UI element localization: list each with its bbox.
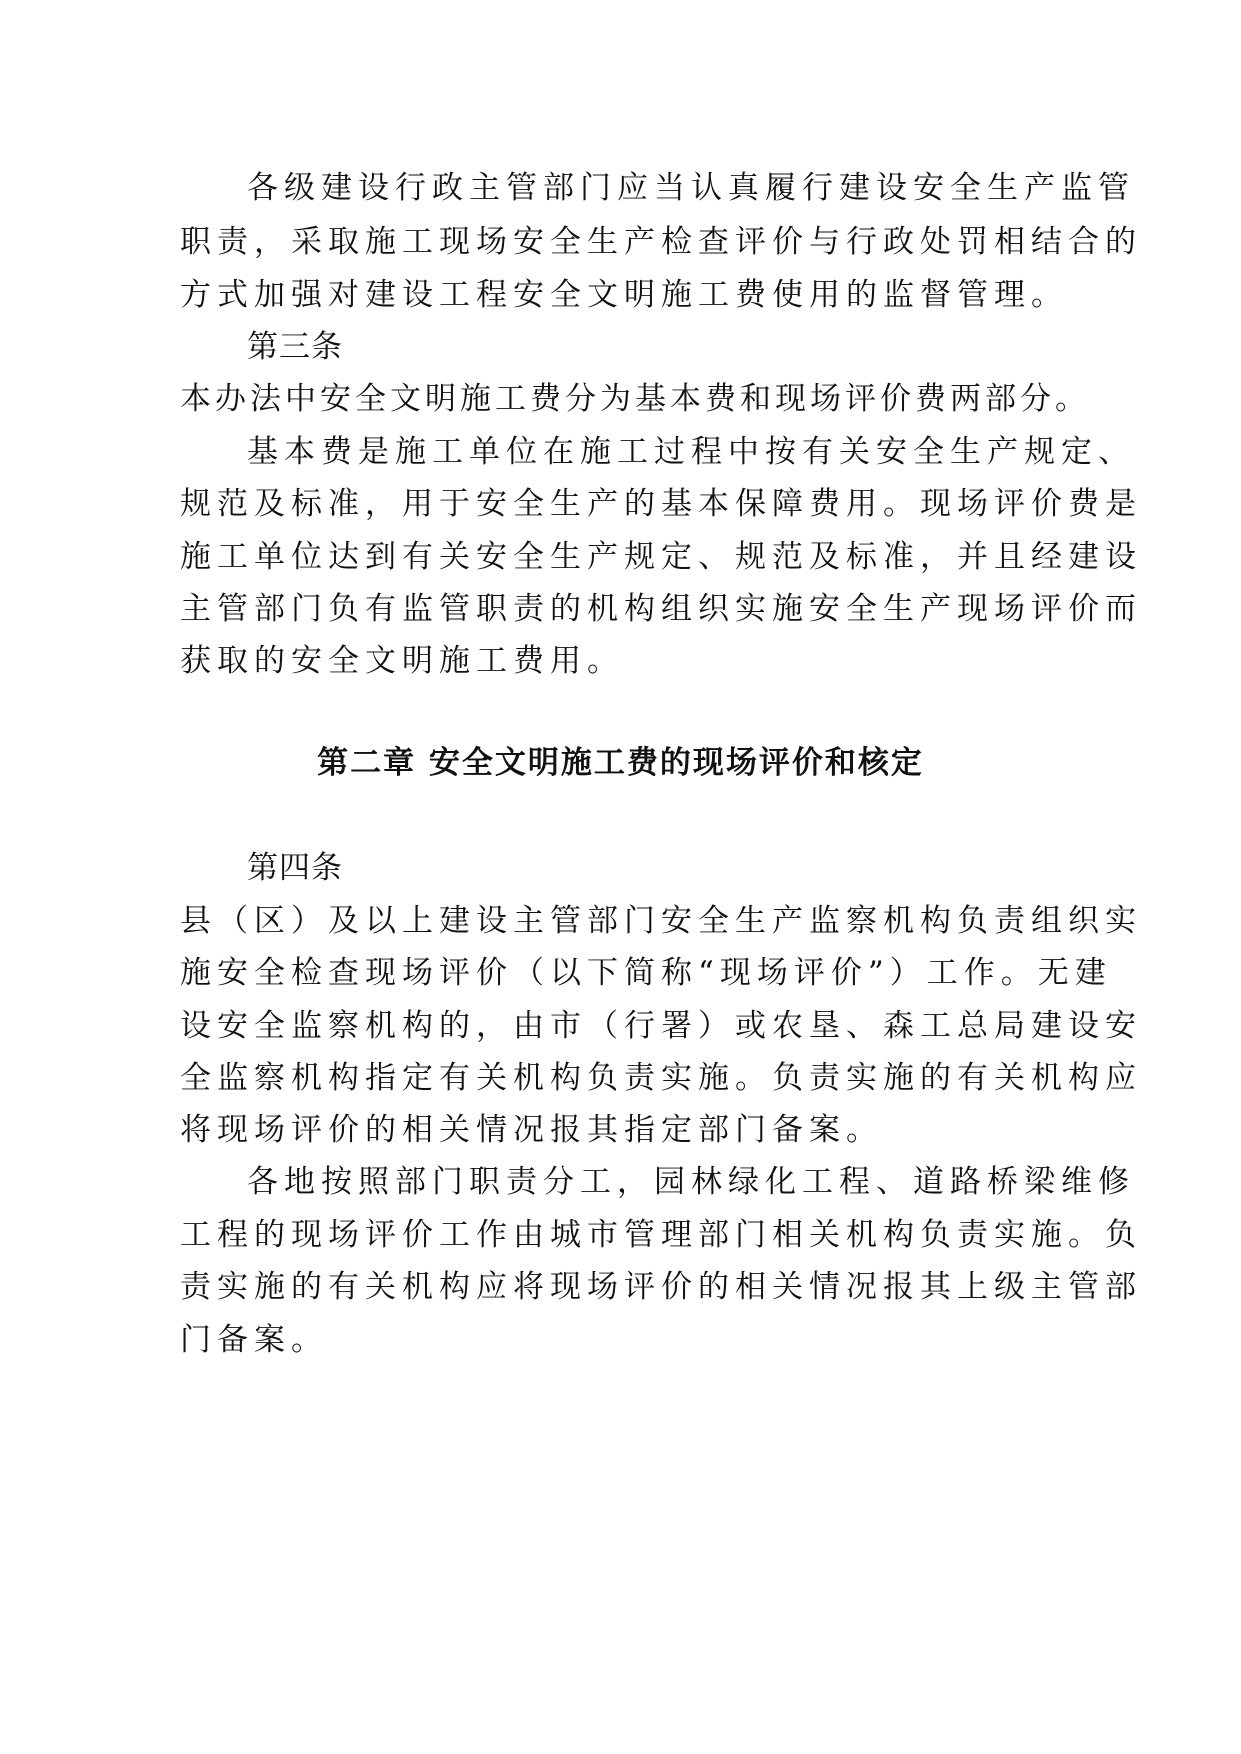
chapter-title: 第二章 安全文明施工费的现场评价和核定 (317, 745, 924, 781)
paragraph-line: 各地按照部门职责分工，园林绿化工程、道路桥梁维修 (247, 1164, 1135, 1200)
paragraph-line: 各级建设行政主管部门应当认真履行建设安全生产监管 (247, 170, 1135, 206)
paragraph-line: 门备案。 (180, 1322, 328, 1358)
paragraph-line: 主管部门负有监管职责的机构组织实施安全生产现场评价而 (180, 591, 1142, 627)
paragraph-line: 责实施的有关机构应将现场评价的相关情况报其上级主管部 (180, 1269, 1142, 1305)
paragraph-line: 方式加强对建设工程安全文明施工费使用的监督管理。 (180, 277, 1068, 313)
paragraph-line: 施工单位达到有关安全生产规定、规范及标准，并且经建设 (180, 539, 1142, 575)
paragraph-line: 设安全监察机构的，由市（行署）或农垦、森工总局建设安 (180, 1008, 1142, 1044)
paragraph-line: 获取的安全文明施工费用。 (180, 643, 624, 679)
paragraph-line: 将现场评价的相关情况报其指定部门备案。 (180, 1112, 883, 1148)
article-label: 第三条 (247, 329, 343, 365)
paragraph-line: 施安全检查现场评价（以下简称“现场评价”）工作。无建 (180, 955, 1112, 991)
article-label: 第四条 (247, 850, 343, 886)
paragraph-line: 县（区）及以上建设主管部门安全生产监察机构负责组织实 (180, 903, 1142, 939)
paragraph-line: 工程的现场评价工作由城市管理部门相关机构负责实施。负 (180, 1217, 1142, 1253)
paragraph-line: 全监察机构指定有关机构负责实施。负责实施的有关机构应 (180, 1060, 1142, 1096)
paragraph-line: 职责，采取施工现场安全生产检查评价与行政处罚相结合的 (180, 224, 1142, 260)
paragraph-line: 基本费是施工单位在施工过程中按有关安全生产规定、 (247, 434, 1135, 470)
article-body-line: 本办法中安全文明施工费分为基本费和现场评价费两部分。 (180, 381, 1090, 417)
paragraph-line: 规范及标准，用于安全生产的基本保障费用。现场评价费是 (180, 486, 1142, 522)
